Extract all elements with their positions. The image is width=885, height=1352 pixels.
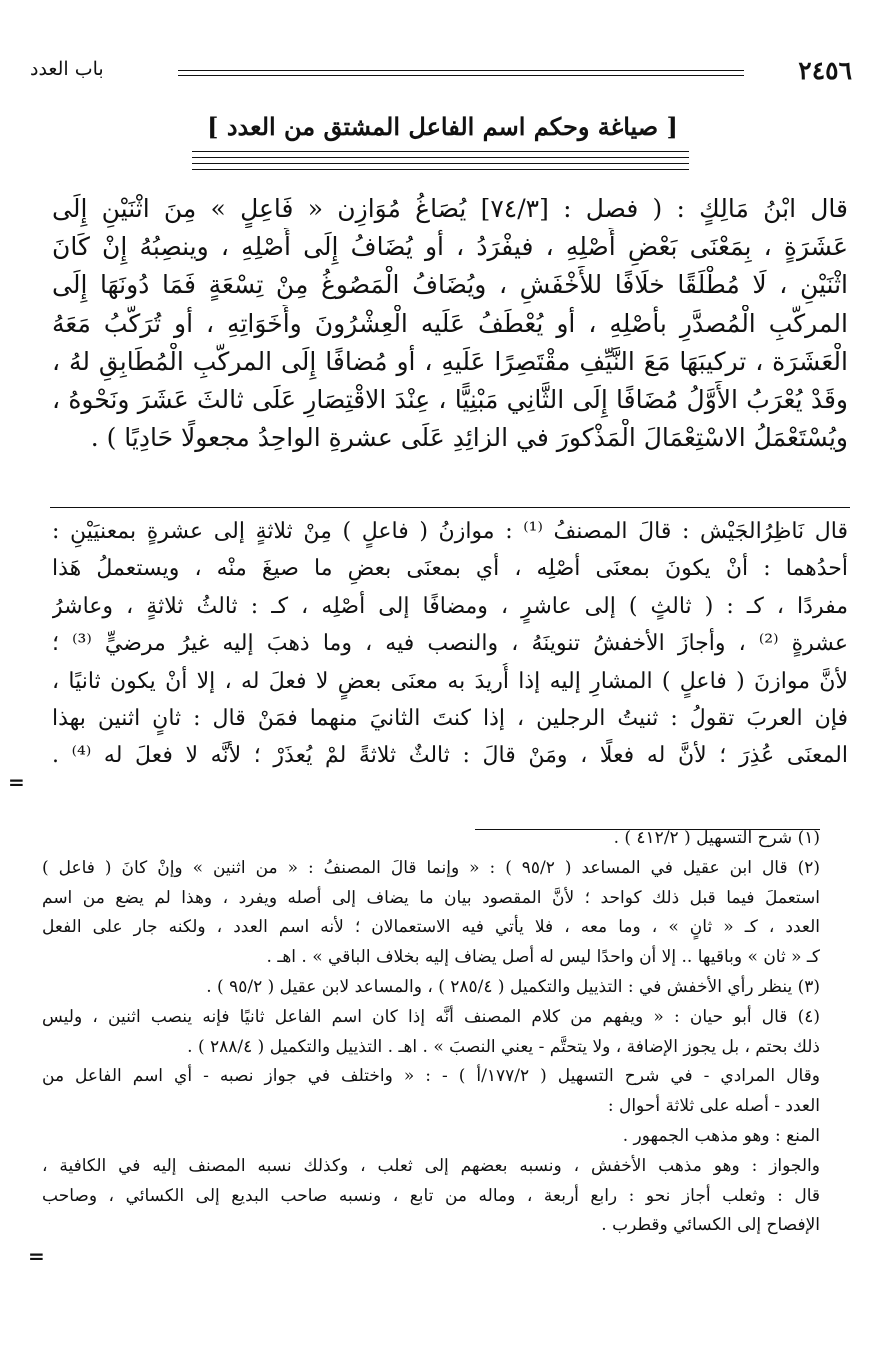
footnote-line: قال : وثعلب أجاز نحو : رابع أربعة ، وماله من تابع ، ونسبه صاحب البديع إلى الكسائي ، وصاحب — [42, 1185, 820, 1206]
section-title: [ صياغة وحكم اسم الفاعل المشتق من العدد ] — [207, 112, 678, 141]
commentary-line: عشرةٍ ⁽²⁾ ، وأجازَ الأخفشُ تنوينَهُ ، والنصب فيه ، وما ذهبَ إليه غيرُ مرضيٍّ ⁽³⁾ ؛ — [52, 631, 848, 657]
page-header — [30, 56, 852, 86]
main-text-line: ويُسْتَعْمَلُ الاسْتِعْمَالَ الْمَذْكورَ في الزائِدِ عَلَى عشرةِ الواحِدُ مجعولًا حَادِيًا ) . — [90, 423, 848, 453]
chapter-title: باب العدد — [30, 58, 104, 80]
main-text-line: وقَدْ يُعْرَبُ الأَوَّلُ مُضَافًا إِلَى الثَّانِي مَبْنِيًّا ، عِنْدَ الاقْتِصَارِ عَلَى ثالثَ عَشَرَ ونَحْوهُ ، — [52, 384, 848, 414]
commentary-line: لأنَّ موازنَ ( فاعلٍ ) المشارِ إليه إذا أُريدَ به معنَى بعضٍ لا فعلَ له ، إلا أنْ يكون ثانيًا ، — [52, 668, 848, 694]
footnote-line: استعملَ فيما قبل ذلك كواحد ؛ لأنَّ المقصود بيان ما يضاف إلى أصله ويفرد ، وهذا لم يضع من اسم — [42, 887, 820, 908]
commentary-line: المعنَى عُذِرَ ؛ لأنَّ له فعلًا ، ومَنْ قالَ : ثالثٌ ثلاثةً لمْ يُعذَرْ ؛ لأنَّه لا فعلَ له ⁽⁴⁾ . — [52, 743, 848, 769]
footnote-line: كـ « ثان » وباقيها .. إلا أن واحدًا ليس له أصل يضاف إليه بخلاف الباقي » . اهـ . — [266, 947, 820, 968]
footnote-line: ذلك بحتم ، بل يجوز الإضافة ، ولا يتحتَّم - يعني النصبَ » . اهـ . التذييل والتكميل ( ٢٨٨/٤ ) . — [187, 1036, 820, 1057]
title-rule-3 — [192, 163, 689, 164]
footnote-line: (٤) قال أبو حيان : « ويفهم من كلام المصنف أنَّه إذا كان اسم الفاعل ثانيًا فإنه ينصب اثنين ، وليس — [42, 1006, 820, 1027]
main-text-line: المركَّبِ الْمُصدَّرِ بأَصْلِهِ ، أو يُعْطَفُ عَلَيه الْعِشْرُونَ وأَخَوَاتِهِ ، أو تُرَكَّبُ مَعَهُ — [52, 308, 848, 338]
main-text-line: الْعَشَرَة ، تركيبَهَا مَعَ النَّيِّفِ مقْتَصِرًا عَلَيهِ ، أو مُضافًا إِلَى المركَّبِ الْمُطَابِقِ لهُ ، — [52, 346, 848, 376]
margin-mark-1: = — [8, 770, 25, 794]
page-number: ٢٤٥٦ — [798, 56, 852, 85]
margin-mark-2: = — [28, 1244, 45, 1268]
title-rule-2 — [192, 157, 689, 158]
footnote-line: العدد - أصله على ثلاثة أحوال : — [607, 1096, 820, 1117]
commentary-line: فإن العربَ تقولُ : ثنيتُ الرجلين ، إذا كنتَ الثانيَ منهما فمَنْ قال : ثانٍ اثنين بهذا — [52, 705, 848, 731]
footnote-line: (١) شرح التسهيل ( ٤١٢/٢ ) . — [613, 828, 820, 848]
commentary-line: قال نَاظِرُالجَيْش : قالَ المصنفُ ⁽¹⁾ : موازنُ ( فاعلٍ ) مِنْ ثلاثةٍ إلى عشرةٍ بمعنيَيْنِ : — [52, 519, 848, 544]
main-text-line: قال ابْنُ مَالِكٍ : ( فصل : [٧٤/٣] يُصَاغُ مُوَازِن « فَاعِلٍ » مِنَ اثْنَيْنِ إِلَى — [52, 194, 848, 223]
footnote-line: (٢) قال ابن عقيل في المساعد ( ٩٥/٢ ) : « وإنما قالَ المصنفُ : « من اثنين » وإنْ كانَ ( فاعل ) — [42, 857, 820, 878]
commentary-text — [52, 513, 848, 775]
footnote-line: المنع : وهو مذهب الجمهور . — [622, 1125, 820, 1146]
main-text-line: عَشَرَةٍ ، بِمَعْنَى بَعْضِ أَصْلِهِ ، فيفْرَدُ ، أو يُضَافُ إِلَى أَصْلِهِ ، وينصِبُهُ إِنْ كَانَ — [52, 232, 848, 262]
footnote-line: (٣) ينظر رأي الأخفش في : التذييل والتكميل ( ٢٨٥/٤ ) ، والمساعد لابن عقيل ( ٩٥/٢ ) . — [206, 976, 820, 997]
footnote-line: وقال المرادي - في شرح التسهيل ( ١٧٧/٢/أ ) - : « واختلف في جواز نصبه - أي اسم الفاعل من — [42, 1066, 820, 1087]
footnote-line: العدد ، كـ « ثانٍ » ، وما معه ، فلا يأتي فيه الاستعمالان ؛ لأنه اسم العدد ، ولكنه جار على الفعل — [42, 917, 820, 938]
title-rule-4 — [192, 169, 689, 170]
main-text-line: اثْنَيْنِ ، لَا مُطْلَقًا خلَافًا للأَخْفَشِ ، ويُضَافُ الْمَصُوغُ مِنْ تِسْعَةٍ فَمَا دُونَهَا إِلَى — [52, 270, 848, 300]
footnote-line: والجواز : وهو مذهب الأخفش ، ونسبه بعضهم إلى ثعلب ، وكذلك نسبه المصنف إليه في الكافية ، — [42, 1155, 820, 1176]
footnote-line: الإفصاح إلى الكسائي وقطرب . — [601, 1215, 820, 1236]
divider-rule — [50, 507, 850, 508]
title-rule-1 — [192, 151, 689, 152]
commentary-line: مفردًا ، كـ : ( ثالثٍ ) إلى عاشرٍ ، ومضافًا إلى أصْلِه ، كـ : ثالثُ ثلاثةٍ ، وعاشرُ — [52, 593, 848, 619]
main-text — [52, 190, 848, 457]
footnotes — [42, 824, 820, 1241]
commentary-line: أحدُهما : أنْ يكونَ بمعنَى أصْلِه ، أي بمعنَى بعضِ ما صيغَ منْه ، ويستعملُ هَذا — [52, 556, 848, 582]
header-rule — [178, 70, 744, 76]
